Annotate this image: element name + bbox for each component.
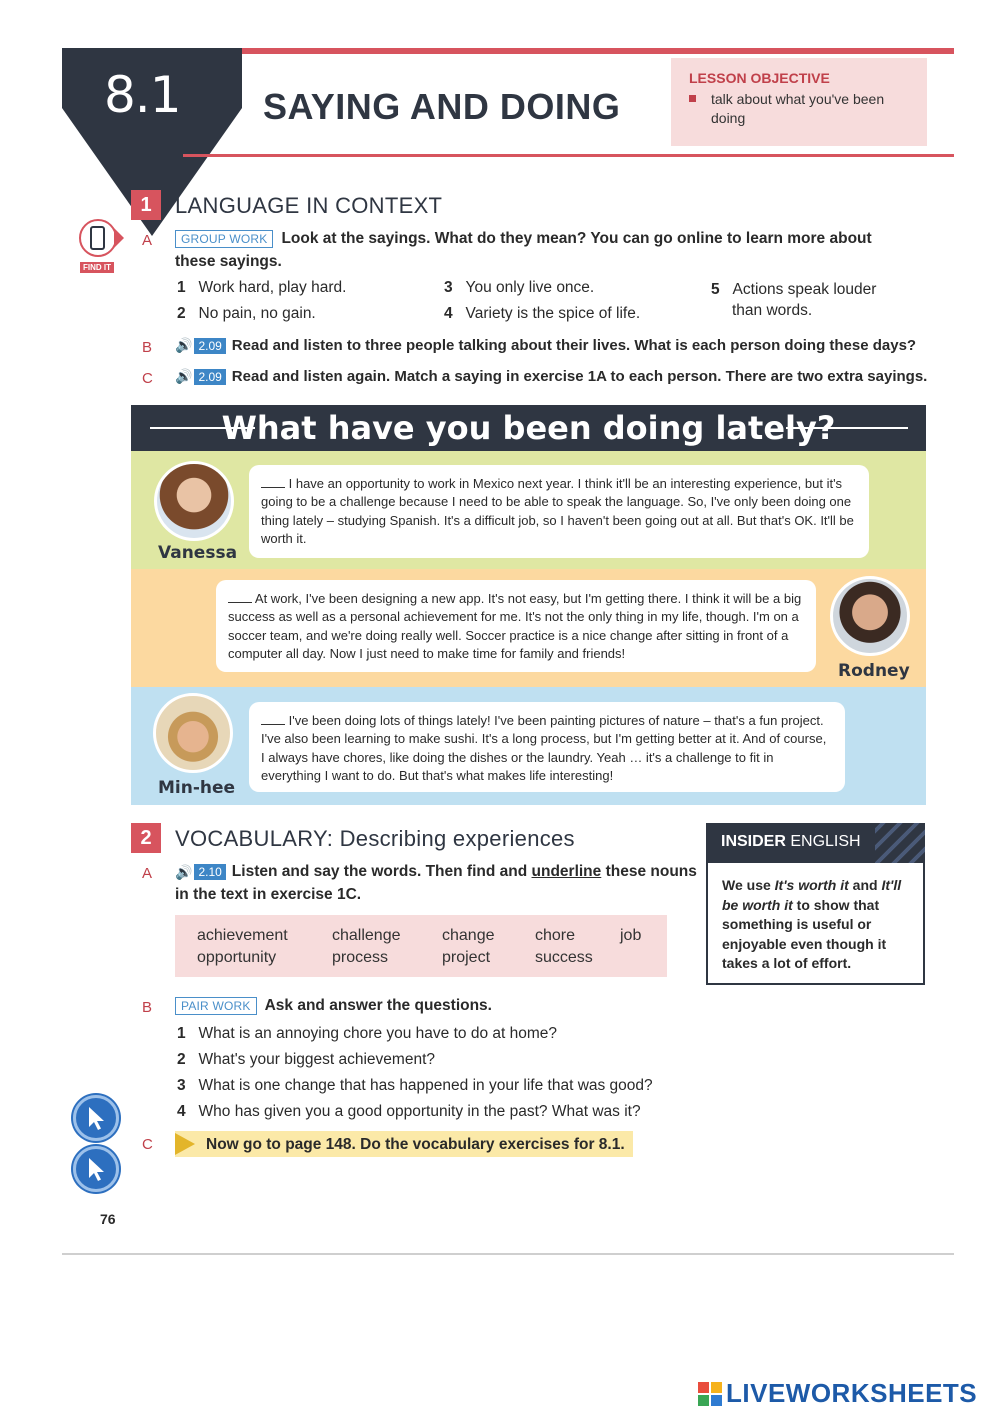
lesson-objective-text: talk about what you've been doing xyxy=(711,91,885,126)
answer-blank[interactable] xyxy=(261,487,285,488)
question-1: 1 What is an annoying chore you have to do at home? xyxy=(177,1025,557,1042)
exercise-1b-letter: B xyxy=(142,339,153,356)
insider-english-text: We use It's worth it and It'll be worth it to show that something is useful or enjoyable even though it takes a lot of effort. xyxy=(722,877,902,971)
vocab-word: project xyxy=(442,949,491,966)
exercise-2b-letter: B xyxy=(142,999,153,1016)
exercise-2a-line2: in the text in exercise 1C. xyxy=(175,886,362,903)
vocab-word: success xyxy=(535,949,593,966)
vanessa-name: Vanessa xyxy=(158,543,238,563)
section-2-title: VOCABULARY: Describing experiences xyxy=(175,826,575,851)
exercise-1a-instruction-2: these sayings. xyxy=(175,253,282,270)
reading-title: What have you been doing lately? xyxy=(221,409,836,447)
exercise-1a-instruction-1: Look at the sayings. What do they mean? You can go online to learn more about xyxy=(281,230,872,247)
pointer-icon xyxy=(76,1149,116,1189)
stripes-decoration xyxy=(875,823,925,863)
speaker-icon: 🔊 xyxy=(175,337,193,353)
exercise-1c-instruction: Read and listen again. Match a saying in exercise 1A to each person. There are two extra sayings. xyxy=(231,368,928,385)
vocab-word: process xyxy=(332,949,389,966)
liveworksheets-brand: LIVEWORKSHEETS xyxy=(726,1378,978,1408)
vocab-word: change xyxy=(442,927,495,944)
exercise-1a-line1 xyxy=(175,230,872,248)
vanessa-avatar xyxy=(154,461,234,541)
liveworksheets-logo-icon xyxy=(698,1382,722,1406)
vanessa-text-bubble: I have an opportunity to work in Mexico next year. I think it'll be an interesting experience, but it's going to be a challenge because I need to be able to speak the language. So, I've only been doing one thing lately – studying Spanish. It's a difficult job, so I haven't been going out at all. But that's OK. It'll be worth it. xyxy=(249,465,869,558)
pair-work-tag: PAIR WORK xyxy=(175,997,257,1015)
saying-5: 5 Actions speak louder than words. xyxy=(711,281,877,319)
exercise-2a-letter: A xyxy=(142,865,153,882)
question-4: 4 Who has given you a good opportunity in the past? What was it? xyxy=(177,1103,641,1120)
exercise-1b-instruction: Read and listen to three people talking about their lives. What is each person doing these days? xyxy=(231,337,917,354)
speaker-icon: 🔊 xyxy=(175,368,193,384)
page-title: SAYING AND DOING xyxy=(263,86,621,127)
audio-button-2a[interactable]: 🔊 2.10 xyxy=(175,864,226,881)
exercise-1c-line xyxy=(175,368,927,385)
vocab-word: job xyxy=(620,927,642,944)
vocab-word: challenge xyxy=(332,927,401,944)
rodney-avatar xyxy=(830,576,910,656)
section-1-number: 1 xyxy=(131,190,161,220)
liveworksheets-logo xyxy=(698,1378,977,1409)
header-bottom-rule xyxy=(183,154,954,157)
unit-number: 8.1 xyxy=(104,66,181,124)
exercise-2a-line1: 🔊 2.10 Listen and say the words. Then find and underline these nouns xyxy=(175,863,697,880)
cursor-button-2[interactable] xyxy=(73,1146,119,1192)
audio-button-1c[interactable]: 🔊 2.09 xyxy=(175,368,226,385)
audio-button-1b[interactable]: 🔊 2.09 xyxy=(175,337,226,354)
question-3: 3 What is one change that has happened in your life that was good? xyxy=(177,1077,653,1094)
cursor-button-1[interactable] xyxy=(73,1095,119,1141)
minhee-name: Min-hee xyxy=(158,778,236,798)
minhee-avatar xyxy=(153,693,233,773)
vocabulary-word-box xyxy=(175,915,667,977)
saying-3: 3 You only live once. xyxy=(444,279,595,296)
speaker-icon: 🔊 xyxy=(175,863,193,880)
rodney-text-bubble: At work, I've been designing a new app. It's not easy, but I'm getting there. I think it will be a big success as well as a personal achievement for me. It's not the only thing in my life, though. I'm on a soccer team, and we're doing really well. Soccer practice is a nice change after sitting in front of a computer all day. Now I just need to make time for family and friends! xyxy=(216,580,816,672)
pointer-icon xyxy=(76,1098,116,1138)
answer-blank[interactable] xyxy=(261,724,285,725)
phone-icon xyxy=(90,226,105,250)
question-2: 2 What's your biggest achievement? xyxy=(177,1051,435,1068)
section-2-number: 2 xyxy=(131,823,161,853)
section-1-title: LANGUAGE IN CONTEXT xyxy=(175,193,443,218)
rodney-name: Rodney xyxy=(838,661,910,681)
exercise-2c-instruction: Now go to page 148. Do the vocabulary exercises for 8.1. xyxy=(206,1136,625,1153)
saying-2: 2 No pain, no gain. xyxy=(177,305,316,322)
saying-1: 1 Work hard, play hard. xyxy=(177,279,347,296)
find-it-label: FIND IT xyxy=(80,262,114,273)
minhee-text-bubble: I've been doing lots of things lately! I've been painting pictures of nature – that's a fun project. I've also been learning to make sushi. It's a long process, but I'm getting better at it. And of course, I always have chores, like doing the dishes or the laundry. Yeah … it's a challenge to fit in everything I want to do. But that's what makes life interesting! xyxy=(249,702,845,792)
saying-4: 4 Variety is the spice of life. xyxy=(444,305,641,322)
exercise-2b-instruction: Ask and answer the questions. xyxy=(264,997,492,1014)
group-work-tag: GROUP WORK xyxy=(175,230,273,248)
vocab-word: achievement xyxy=(197,927,288,944)
objective-bullet-icon xyxy=(689,95,696,102)
arrow-right-icon xyxy=(114,228,124,248)
page-number: 76 xyxy=(100,1211,116,1227)
exercise-2c-letter: C xyxy=(142,1136,153,1153)
exercise-1b-line xyxy=(175,337,916,354)
vocab-word: chore xyxy=(535,927,576,944)
exercise-1c-letter: C xyxy=(142,370,153,387)
exercise-2b-line xyxy=(175,997,492,1015)
footer-rule xyxy=(62,1253,954,1255)
lesson-objective-heading: LESSON OBJECTIVE xyxy=(689,70,830,86)
insider-english-heading: INSIDER ENGLISH xyxy=(706,823,925,863)
exercise-1a-letter: A xyxy=(142,232,153,249)
vocab-word: opportunity xyxy=(197,949,277,966)
answer-blank[interactable] xyxy=(228,602,252,603)
arrow-right-icon xyxy=(175,1133,195,1155)
